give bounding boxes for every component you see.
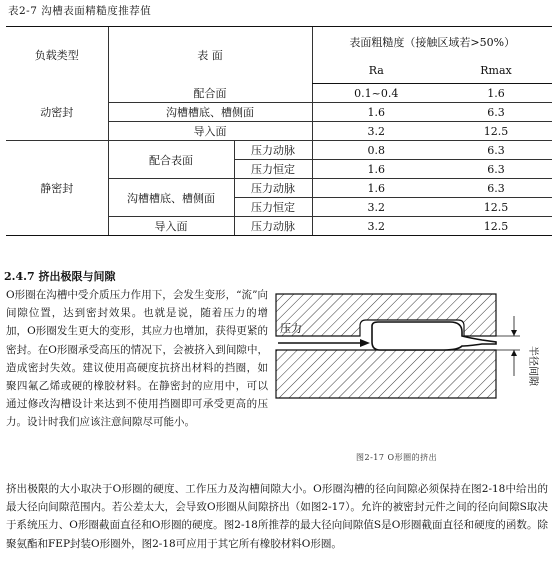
pressure-cell: 压力恒定 [234, 198, 312, 217]
header-surface: 表 面 [108, 27, 312, 84]
rmax-cell: 6.3 [440, 103, 552, 122]
load-dynamic: 动密封 [6, 84, 108, 141]
header-roughness: 表面粗糙度（接触区域若>50%） [312, 27, 552, 58]
rmax-cell: 12.5 [440, 198, 552, 217]
oring-extrusion-figure [268, 280, 552, 468]
pressure-cell: 压力恒定 [234, 160, 312, 179]
pressure-label: 压力 [280, 322, 302, 335]
rmax-cell: 12.5 [440, 122, 552, 141]
gap-label: 半径间隙 [527, 346, 538, 386]
ra-cell: 3.2 [312, 217, 440, 236]
pressure-cell: 压力动脉 [234, 179, 312, 198]
section-title: 2.4.7 挤出极限与间隙 [4, 270, 116, 283]
paragraph-1: O形圈在沟槽中受介质压力作用下，会发生变形，“流”向间隙位置，达到密封效果。也就是说，随着压力的增加，O形圈发生更大的变形，其应力也增加，获得更紧的密封。在O形圈承受高压的情况下，会被挤入到间隙中，造成密封失效。建议使用高硬度抗挤出材料的挡圈，如聚四氟乙烯或硬的橡胶材料。在静密封的应用中，可以通过修改沟槽设计来达到不使用挡圈即可承受更高的压力。设计时我们应该注意间隙尽可能小。 [6, 289, 268, 429]
pressure-cell: 压力动脉 [234, 217, 312, 236]
roughness-table [6, 26, 552, 236]
rmax-cell: 1.6 [440, 84, 552, 103]
ra-cell: 1.6 [312, 179, 440, 198]
surface-cell: 沟槽槽底、槽侧面 [108, 179, 234, 217]
surface-cell: 配合面 [108, 84, 312, 103]
housing-lower [276, 350, 496, 398]
header-ra: Ra [312, 57, 440, 84]
surface-cell: 导入面 [108, 217, 234, 236]
surface-cell: 沟槽槽底、槽侧面 [108, 103, 312, 122]
rmax-cell: 6.3 [440, 160, 552, 179]
ra-cell: 0.1~0.4 [312, 84, 440, 103]
ra-cell: 1.6 [312, 103, 440, 122]
header-rmax: Rmax [440, 57, 552, 84]
load-static: 静密封 [6, 141, 108, 236]
paragraph-2: 挤出极限的大小取决于O形圈的硬度、工作压力及沟槽间隙大小。O形圈沟槽的径向间隙必须保持在图2-18中给出的最大径向间隙范围内。若公差太大，会导致O形圈从间隙挤出（如图2-17）。允许的被密封元件之间的径向间隙S取决于系统压力、O形圈截面直径和O形圈的硬度。图2-18所推荐的最大径向间隙值S是O形圈截面直径和硬度的函数。除聚氨酯和FEP封装O形圈外，图2-18可应用于其它所有橡胶材料O形圈。 [6, 483, 548, 550]
surface-cell: 导入面 [108, 122, 312, 141]
figure-caption: 图2-17 O形圈的挤出 [356, 453, 438, 462]
surface-cell: 配合表面 [108, 141, 234, 179]
pressure-cell: 压力动脉 [234, 141, 312, 160]
ra-cell: 1.6 [312, 160, 440, 179]
rmax-cell: 6.3 [440, 141, 552, 160]
ra-cell: 3.2 [312, 198, 440, 217]
ra-cell: 0.8 [312, 141, 440, 160]
header-load-type: 负载类型 [6, 27, 108, 84]
rmax-cell: 6.3 [440, 179, 552, 198]
table-caption: 表2-7 沟槽表面精糙度推荐值 [8, 5, 152, 17]
rmax-cell: 12.5 [440, 217, 552, 236]
ra-cell: 3.2 [312, 122, 440, 141]
